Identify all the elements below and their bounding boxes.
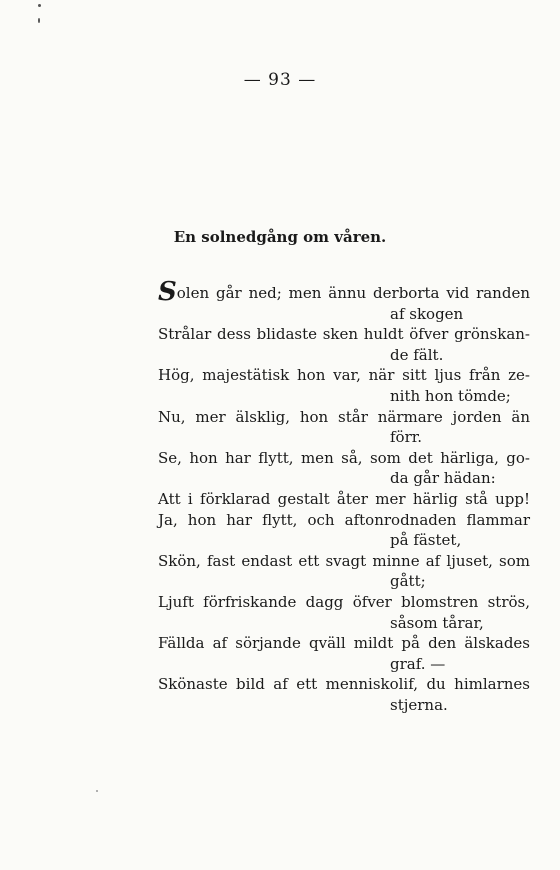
poem-line-continuation: de fält. — [390, 345, 444, 364]
poem-line: Fällda af sörjande qväll mildt på den älskades — [158, 634, 530, 653]
poem-title: En solnedgång om våren. — [173, 228, 387, 246]
poem-line: Hög, majestätisk hon var, när sitt ljus från ze- — [158, 366, 530, 385]
poem-line-continuation: stjerna. — [390, 695, 448, 714]
poem-line: Se, hon har flytt, men så, som det härliga, go- — [158, 448, 530, 467]
poem-line-continuation: på fästet, — [390, 531, 462, 550]
poem-line-1 — [158, 277, 530, 307]
poem-line: Nu, mer älsklig, hon står närmare jorden än — [158, 407, 530, 426]
poem-line: Att i förklarad gestalt åter mer härlig stå upp! — [158, 489, 530, 508]
poem-line-continuation: såsom tårar, — [390, 613, 484, 632]
poem-body — [158, 277, 530, 715]
poem-line: Strålar dess blidaste sken huldt öfver grönskan- — [158, 325, 530, 344]
poem-line-continuation: gått; — [390, 572, 426, 591]
ink-speck — [38, 4, 41, 7]
poem-line-text: olen går ned; men ännu derborta vid randen — [176, 284, 530, 302]
poem-line: Ja, hon har flytt, och aftonrodnaden flammar — [158, 510, 530, 529]
drop-initial: S — [158, 277, 177, 307]
ink-speck — [96, 790, 98, 792]
poem-line-continuation: graf. — — [390, 654, 446, 673]
poem-line-continuation: da går hädan: — [390, 469, 496, 488]
poem-line: Ljuft förfriskande dagg öfver blomstren strös, — [158, 592, 530, 611]
poem-line-continuation: förr. — [390, 428, 423, 447]
ink-speck — [38, 18, 40, 23]
page-number: — 93 — — [243, 70, 317, 90]
poem-line-continuation: nith hon tömde; — [390, 386, 511, 405]
poem-line: Skönaste bild af ett menniskolif, du himlarnes — [158, 675, 530, 694]
poem-line: Skön, fast endast ett svagt minne af ljuset, som — [158, 551, 530, 570]
poem-line-continuation: af skogen — [390, 304, 464, 323]
